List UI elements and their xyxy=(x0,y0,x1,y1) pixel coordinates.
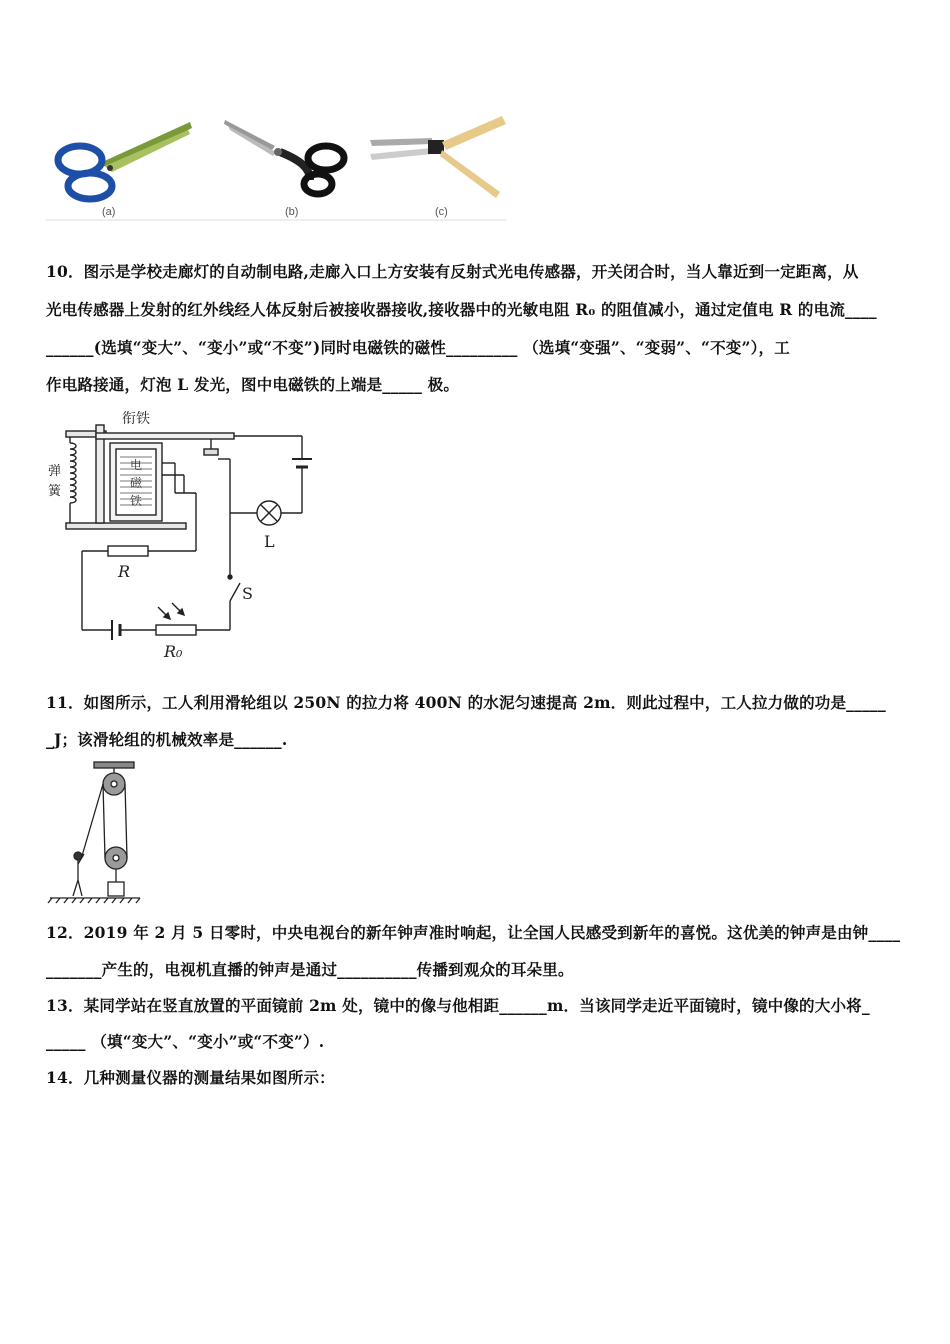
label-spring-2: 簧 xyxy=(48,484,62,499)
label-spring-1: 弹 xyxy=(48,464,62,479)
figure-label-a: (a) xyxy=(102,206,116,218)
figure-label-c: (c) xyxy=(435,206,448,218)
label-resistor: R xyxy=(118,562,131,581)
question-12-line-1: 12．2019 年 2 月 5 日零时，中央电视台的新年钟声准时响起，让全国人民感受到新年的喜悦。这优美的钟声是由钟____ xyxy=(46,923,901,942)
figure-label-b: (b) xyxy=(285,206,299,218)
label-photoresistor: R₀ xyxy=(164,642,183,661)
question-13-line-2: _____ （填“变大”、“变小”或“不变”）. xyxy=(46,1032,325,1051)
question-13-line-1: 13．某同学站在竖直放置的平面镜前 2m 处，镜中的像与他相距______m．当该同学走近平面镜时，镜中像的大小将_ xyxy=(46,996,870,1015)
label-lamp: L xyxy=(264,532,275,551)
question-12-line-2: _______产生的，电视机直播的钟声是通过__________传播到观众的耳朵里。 xyxy=(46,960,574,979)
question-11-line-1: 11．如图所示，工人利用滑轮组以 250N 的拉力将 400N 的水泥匀速提高 2m．则此过程中，工人拉力做的功是_____ xyxy=(46,693,886,712)
question-10-line-4: 作电路接通，灯泡 L 发光，图中电磁铁的上端是_____ 极。 xyxy=(46,375,460,394)
scissors-a-icon xyxy=(58,122,192,199)
circuit-diagram xyxy=(40,405,330,665)
question-10-line-3: ______(选填“变大”、“变小”或“不变”)同时电磁铁的磁性_________ （选填“变强”、“变弱”、“不变”），工 xyxy=(46,338,790,357)
label-electromagnet-3: 铁 xyxy=(130,494,143,508)
question-10-line-1: 10．图示是学校走廊灯的自动制电路,走廊入口上方安装有反射式光电传感器，开关闭合时，当人靠近到一定距离，从 xyxy=(46,262,859,281)
pulley-figure xyxy=(44,760,144,910)
scissors-b-icon xyxy=(224,120,344,194)
question-10-line-2: 光电传感器上发射的红外线经人体反射后被接收器接收,接收器中的光敏电阻 R₀ 的阻值减小，通过定值电 R 的电流____ xyxy=(46,300,877,319)
label-switch: S xyxy=(242,584,253,603)
label-electromagnet-2: 磁 xyxy=(130,476,143,490)
label-electromagnet-1: 电 xyxy=(130,458,143,472)
question-11-line-2: _J；该滑轮组的机械效率是______. xyxy=(46,730,288,749)
question-14-line-1: 14．几种测量仪器的测量结果如图所示： xyxy=(46,1068,335,1087)
scissors-c-icon xyxy=(370,116,506,198)
label-armature: 衔铁 xyxy=(122,411,150,427)
circuit-svg xyxy=(40,405,330,665)
scissors-figure xyxy=(40,108,510,228)
pulley-svg xyxy=(44,760,144,910)
